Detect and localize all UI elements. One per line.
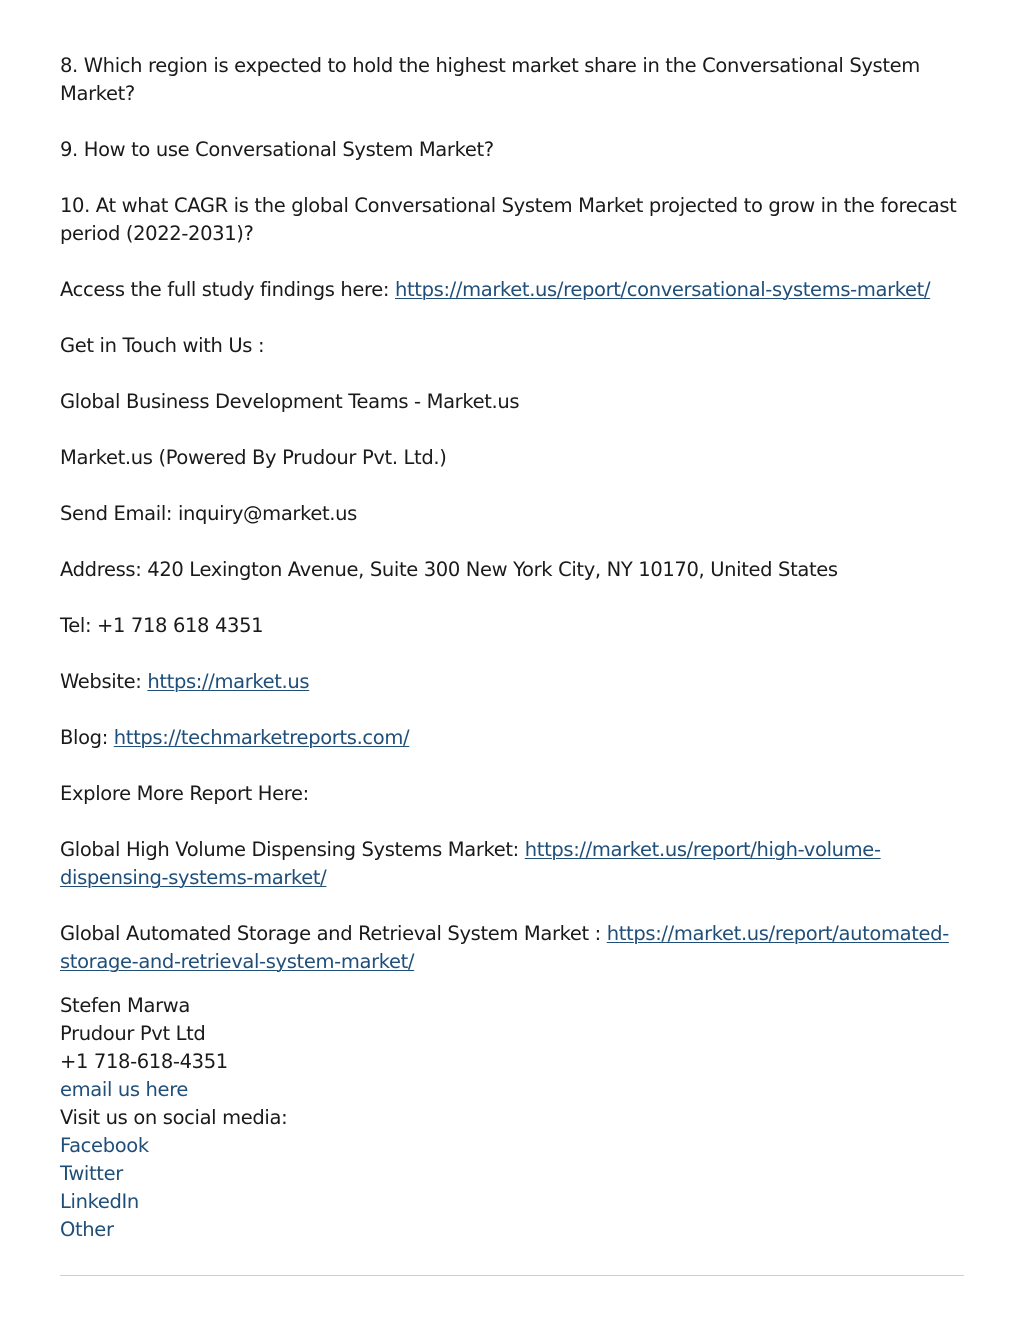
linkedin-link[interactable]: LinkedIn [60,1190,139,1213]
explore-heading: Explore More Report Here: [60,782,309,805]
author-org: Prudour Pvt Ltd [60,1022,206,1045]
get-in-touch-heading: Get in Touch with Us : [60,334,265,357]
send-email-line: Send Email: inquiry@market.us [60,502,357,525]
explore-item-1-link[interactable]: https://market.us/report/high-volume-dispensing-systems-market/ [60,838,881,889]
blog-label: Blog: [60,726,114,749]
tel-line: Tel: +1 718 618 4351 [60,614,264,637]
press-release-body [60,52,964,1244]
company-line: Market.us (Powered By Prudour Pvt. Ltd.) [60,446,447,469]
author-phone: +1 718-618-4351 [60,1050,228,1073]
website-line [60,668,964,696]
explore-item-1-label: Global High Volume Dispensing Systems Market: [60,838,525,861]
explore-item-2-link[interactable]: https://market.us/report/automated-storage-and-retrieval-system-market/ [60,922,949,973]
explore-item-2 [60,920,964,976]
twitter-link[interactable]: Twitter [60,1162,123,1185]
access-study-link[interactable]: https://market.us/report/conversational-systems-market/ [395,278,931,301]
website-link[interactable]: https://market.us [147,670,310,693]
blog-link[interactable]: https://techmarketreports.com/ [113,726,410,749]
question-9: 9. How to use Conversational System Market? [60,138,494,161]
email-us-link[interactable]: email us here [60,1078,189,1101]
other-link[interactable]: Other [60,1218,114,1241]
team-line: Global Business Development Teams - Market.us [60,390,520,413]
explore-item-1 [60,836,964,892]
website-label: Website: [60,670,148,693]
question-8: 8. Which region is expected to hold the highest market share in the Conversational System Market? [60,54,920,105]
author-name: Stefen Marwa [60,994,190,1017]
access-study-line [60,276,964,304]
address-line: Address: 420 Lexington Avenue, Suite 300 New York City, NY 10170, United States [60,558,838,581]
access-study-label: Access the full study findings here: [60,278,395,301]
social-media-label: Visit us on social media: [60,1106,288,1129]
question-10: 10. At what CAGR is the global Conversational System Market projected to grow in the forecast period (2022-2031)? [60,194,957,245]
footer-divider [60,1275,964,1276]
facebook-link[interactable]: Facebook [60,1134,149,1157]
blog-line [60,724,964,752]
explore-item-2-label: Global Automated Storage and Retrieval System Market : [60,922,607,945]
author-block [60,992,964,1244]
